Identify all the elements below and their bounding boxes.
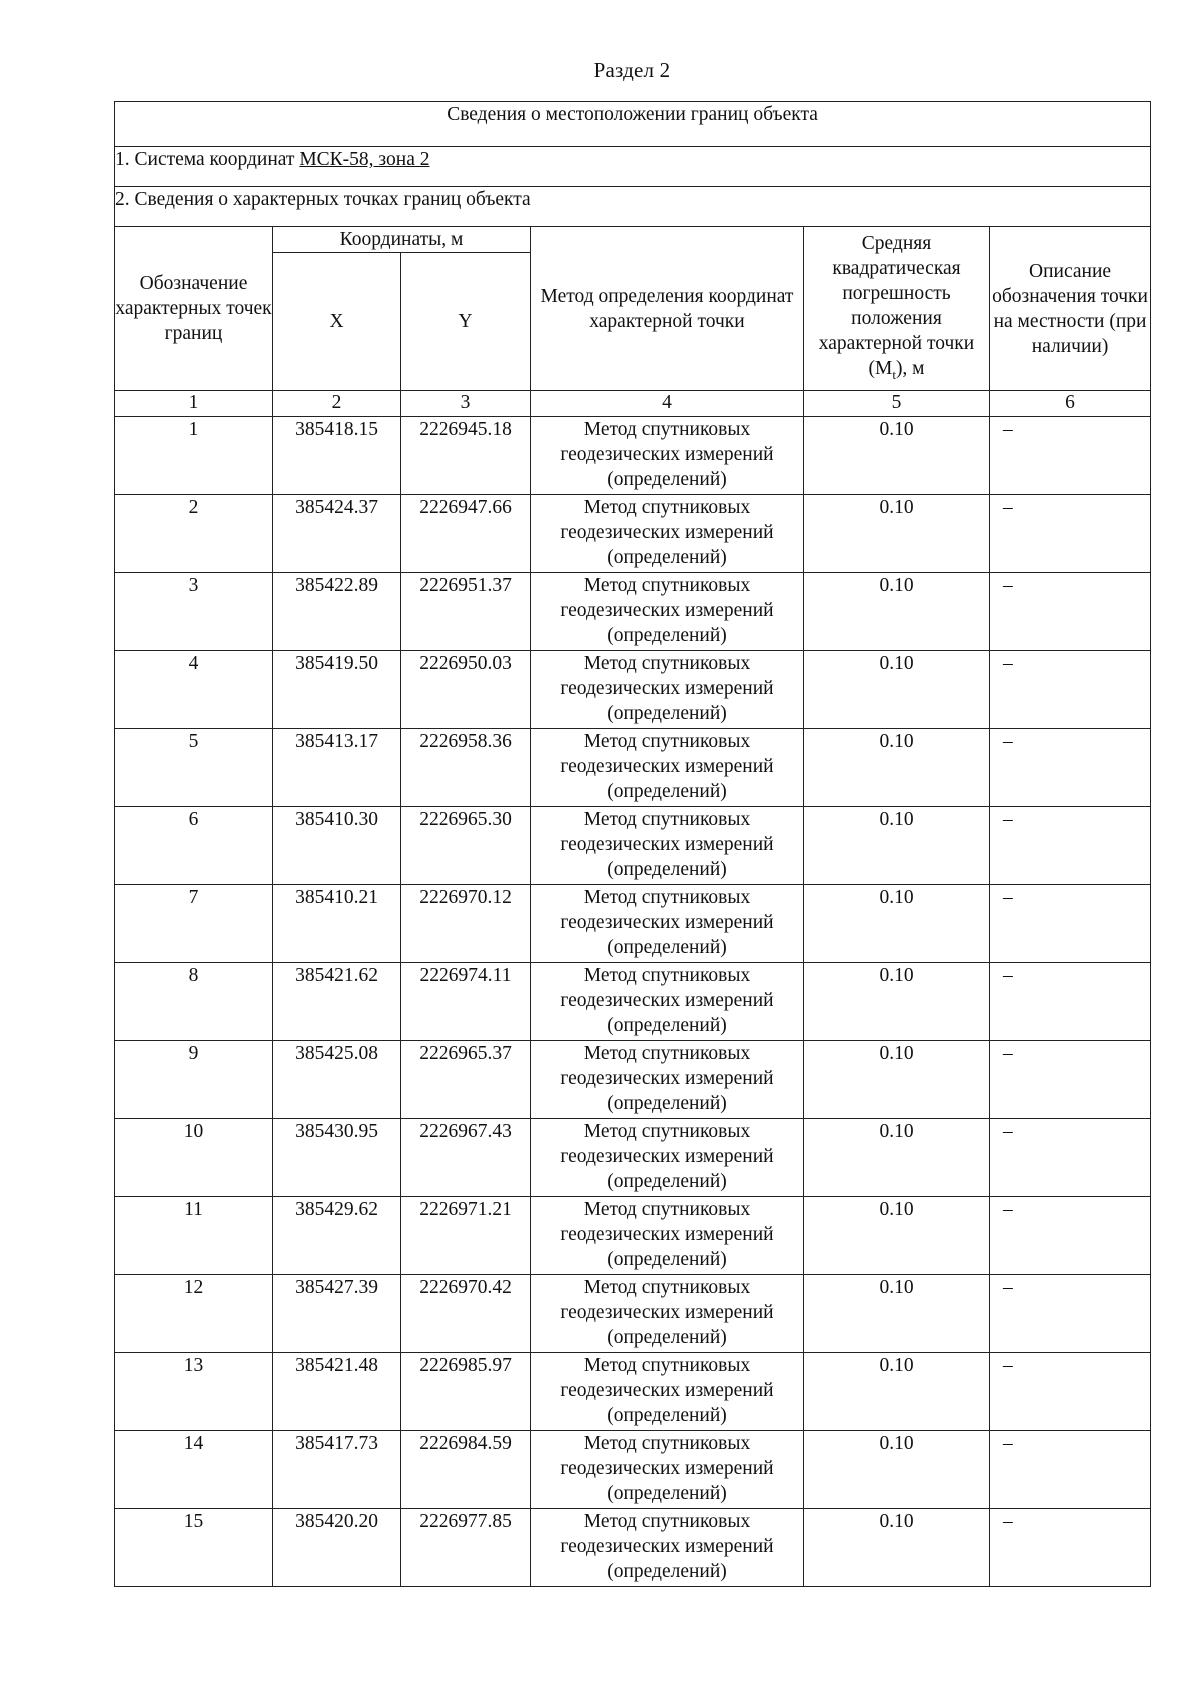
description-cell: – <box>990 963 1151 1041</box>
method-cell: Метод спутниковых геодезических измерений (определений) <box>531 573 804 651</box>
column-number: 2 <box>273 391 401 417</box>
table-row <box>115 1197 1151 1275</box>
column-number: 1 <box>115 391 273 417</box>
table-row <box>115 807 1151 885</box>
error-cell: 0.10 <box>804 1353 990 1431</box>
table-title: Сведения о местоположении границ объекта <box>115 102 1151 147</box>
y-coordinate-cell: 2226970.12 <box>401 885 531 963</box>
y-coordinate-cell: 2226977.85 <box>401 1509 531 1587</box>
method-cell: Метод спутниковых геодезических измерений (определений) <box>531 1431 804 1509</box>
table-row <box>115 1509 1151 1587</box>
point-number-cell: 10 <box>115 1119 273 1197</box>
description-cell: – <box>990 417 1151 495</box>
y-coordinate-cell: 2226965.37 <box>401 1041 531 1119</box>
y-coordinate-cell: 2226951.37 <box>401 573 531 651</box>
point-number-cell: 15 <box>115 1509 273 1587</box>
table-row <box>115 495 1151 573</box>
error-cell: 0.10 <box>804 885 990 963</box>
y-coordinate-cell: 2226945.18 <box>401 417 531 495</box>
point-number-cell: 13 <box>115 1353 273 1431</box>
method-cell: Метод спутниковых геодезических измерений (определений) <box>531 651 804 729</box>
header-designation: Обозначение характерных точек границ <box>115 227 273 391</box>
error-cell: 0.10 <box>804 1275 990 1353</box>
x-coordinate-cell: 385413.17 <box>273 729 401 807</box>
method-cell: Метод спутниковых геодезических измерений (определений) <box>531 1119 804 1197</box>
y-coordinate-cell: 2226965.30 <box>401 807 531 885</box>
method-cell: Метод спутниковых геодезических измерений (определений) <box>531 1041 804 1119</box>
table-row <box>115 1275 1151 1353</box>
y-coordinate-cell: 2226984.59 <box>401 1431 531 1509</box>
table-row <box>115 885 1151 963</box>
error-cell: 0.10 <box>804 1119 990 1197</box>
x-coordinate-cell: 385410.30 <box>273 807 401 885</box>
description-cell: – <box>990 573 1151 651</box>
header-x: X <box>273 253 401 391</box>
coord-system-value: МСК-58, зона 2 <box>299 149 430 170</box>
coord-system-label: 1. Система координат <box>115 149 300 170</box>
table-row <box>115 1041 1151 1119</box>
header-description: Описание обозначения точки на местности (при наличии) <box>990 227 1151 391</box>
y-coordinate-cell: 2226958.36 <box>401 729 531 807</box>
method-cell: Метод спутниковых геодезических измерений (определений) <box>531 1509 804 1587</box>
table-row <box>115 651 1151 729</box>
point-number-cell: 2 <box>115 495 273 573</box>
method-cell: Метод спутниковых геодезических измерений (определений) <box>531 1275 804 1353</box>
point-number-cell: 5 <box>115 729 273 807</box>
point-number-cell: 1 <box>115 417 273 495</box>
description-cell: – <box>990 1509 1151 1587</box>
description-cell: – <box>990 807 1151 885</box>
point-number-cell: 3 <box>115 573 273 651</box>
x-coordinate-cell: 385427.39 <box>273 1275 401 1353</box>
header-coordinates: Координаты, м <box>273 227 531 253</box>
description-cell: – <box>990 1197 1151 1275</box>
error-cell: 0.10 <box>804 495 990 573</box>
method-cell: Метод спутниковых геодезических измерений (определений) <box>531 729 804 807</box>
table-row <box>115 963 1151 1041</box>
column-numbers-row <box>115 391 1151 417</box>
method-cell: Метод спутниковых геодезических измерений (определений) <box>531 1197 804 1275</box>
description-cell: – <box>990 651 1151 729</box>
table-row <box>115 1119 1151 1197</box>
table-head <box>115 102 1151 417</box>
description-cell: – <box>990 1119 1151 1197</box>
column-number: 4 <box>531 391 804 417</box>
table-row <box>115 573 1151 651</box>
x-coordinate-cell: 385421.62 <box>273 963 401 1041</box>
error-cell: 0.10 <box>804 807 990 885</box>
error-cell: 0.10 <box>804 729 990 807</box>
method-cell: Метод спутниковых геодезических измерений (определений) <box>531 417 804 495</box>
error-cell: 0.10 <box>804 1041 990 1119</box>
description-cell: – <box>990 1275 1151 1353</box>
table-body <box>115 417 1151 1587</box>
method-cell: Метод спутниковых геодезических измерений (определений) <box>531 495 804 573</box>
y-coordinate-cell: 2226950.03 <box>401 651 531 729</box>
x-coordinate-cell: 385420.20 <box>273 1509 401 1587</box>
points-caption: 2. Сведения о характерных точках границ объекта <box>115 187 1151 227</box>
error-cell: 0.10 <box>804 1197 990 1275</box>
point-number-cell: 6 <box>115 807 273 885</box>
error-cell: 0.10 <box>804 417 990 495</box>
x-coordinate-cell: 385430.95 <box>273 1119 401 1197</box>
error-cell: 0.10 <box>804 1431 990 1509</box>
boundary-points-table <box>114 101 1151 1587</box>
y-coordinate-cell: 2226967.43 <box>401 1119 531 1197</box>
x-coordinate-cell: 385419.50 <box>273 651 401 729</box>
point-number-cell: 12 <box>115 1275 273 1353</box>
column-number: 6 <box>990 391 1151 417</box>
table-row <box>115 729 1151 807</box>
description-cell: – <box>990 885 1151 963</box>
y-coordinate-cell: 2226971.21 <box>401 1197 531 1275</box>
point-number-cell: 8 <box>115 963 273 1041</box>
column-number: 5 <box>804 391 990 417</box>
x-coordinate-cell: 385417.73 <box>273 1431 401 1509</box>
x-coordinate-cell: 385424.37 <box>273 495 401 573</box>
description-cell: – <box>990 729 1151 807</box>
description-cell: – <box>990 495 1151 573</box>
header-error: Средняя квадратическая погрешность положения характерной точки $(M_t)$, м <box>804 227 990 391</box>
y-coordinate-cell: 2226947.66 <box>401 495 531 573</box>
section-title: Раздел 2 <box>593 58 671 82</box>
y-coordinate-cell: 2226985.97 <box>401 1353 531 1431</box>
point-number-cell: 14 <box>115 1431 273 1509</box>
table-row <box>115 1431 1151 1509</box>
column-number: 3 <box>401 391 531 417</box>
y-coordinate-cell: 2226974.11 <box>401 963 531 1041</box>
description-cell: – <box>990 1431 1151 1509</box>
x-coordinate-cell: 385421.48 <box>273 1353 401 1431</box>
method-cell: Метод спутниковых геодезических измерений (определений) <box>531 807 804 885</box>
error-cell: 0.10 <box>804 1509 990 1587</box>
method-cell: Метод спутниковых геодезических измерений (определений) <box>531 885 804 963</box>
x-coordinate-cell: 385410.21 <box>273 885 401 963</box>
error-cell: 0.10 <box>804 963 990 1041</box>
point-number-cell: 9 <box>115 1041 273 1119</box>
point-number-cell: 11 <box>115 1197 273 1275</box>
method-cell: Метод спутниковых геодезических измерений (определений) <box>531 963 804 1041</box>
x-coordinate-cell: 385429.62 <box>273 1197 401 1275</box>
error-cell: 0.10 <box>804 651 990 729</box>
point-number-cell: 4 <box>115 651 273 729</box>
method-cell: Метод спутниковых геодезических измерений (определений) <box>531 1353 804 1431</box>
error-cell: 0.10 <box>804 573 990 651</box>
coord-system-cell <box>115 147 1151 187</box>
description-cell: – <box>990 1353 1151 1431</box>
y-coordinate-cell: 2226970.42 <box>401 1275 531 1353</box>
x-coordinate-cell: 385418.15 <box>273 417 401 495</box>
point-number-cell: 7 <box>115 885 273 963</box>
table-row <box>115 1353 1151 1431</box>
header-y: Y <box>401 253 531 391</box>
header-method: Метод определения координат характерной точки <box>531 227 804 391</box>
description-cell: – <box>990 1041 1151 1119</box>
x-coordinate-cell: 385422.89 <box>273 573 401 651</box>
x-coordinate-cell: 385425.08 <box>273 1041 401 1119</box>
table-row <box>115 417 1151 495</box>
